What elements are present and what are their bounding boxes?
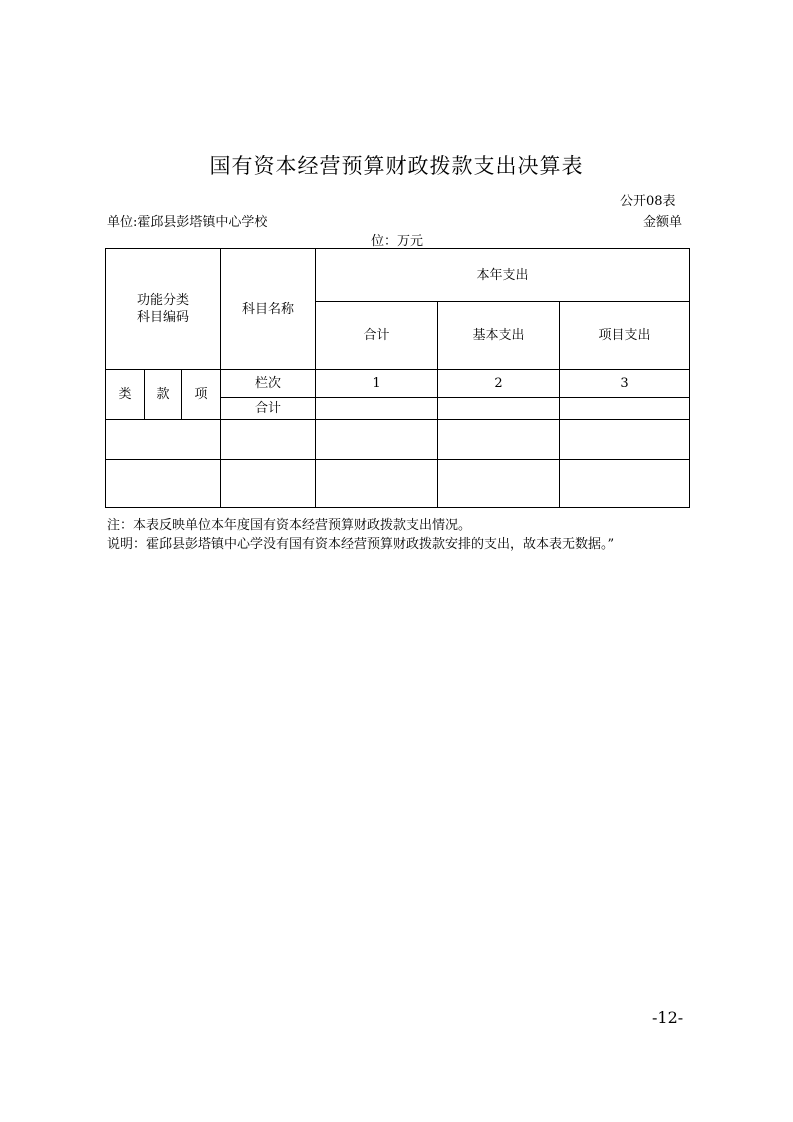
lanci-value-2: 2 — [438, 370, 560, 398]
header-total: 合计 — [316, 302, 438, 370]
table-row — [106, 460, 690, 508]
empty-cell — [560, 460, 690, 508]
total-cell-basic — [438, 398, 560, 420]
empty-cell — [316, 460, 438, 508]
header-func-class — [106, 249, 221, 370]
header-subject-name: 科目名称 — [221, 249, 316, 370]
empty-cell — [221, 460, 316, 508]
page-title: 国有资本经营预算财政拨款支出决算表 — [209, 154, 584, 178]
row-total-label: 合计 — [221, 398, 316, 420]
header-lei: 类 — [106, 370, 145, 420]
page-number: -12- — [652, 1008, 684, 1027]
header-basic-expense: 基本支出 — [438, 302, 560, 370]
empty-cell — [316, 420, 438, 460]
empty-cell — [106, 420, 221, 460]
amount-unit-part2: 位：万元 — [371, 234, 424, 249]
empty-cell — [221, 420, 316, 460]
lanci-value-3: 3 — [560, 370, 690, 398]
empty-cell — [438, 420, 560, 460]
form-code: 公开08表 — [620, 194, 676, 209]
func-class-line2: 科目编码 — [136, 310, 189, 325]
empty-cell — [106, 460, 221, 508]
header-xiang: 项 — [182, 370, 221, 420]
table-row — [106, 420, 690, 460]
empty-cell — [438, 460, 560, 508]
amount-unit-part1: 金额单 — [643, 215, 683, 230]
func-class-line1: 功能分类 — [136, 293, 189, 308]
empty-cell — [560, 420, 690, 460]
header-kuan: 款 — [145, 370, 182, 420]
note-2: 说明：霍邱县彭塔镇中心学没有国有资本经营预算财政拨款安排的支出，故本表无数据。” — [107, 537, 615, 552]
header-project-expense: 项目支出 — [560, 302, 690, 370]
total-cell-project — [560, 398, 690, 420]
header-current-year-expense: 本年支出 — [316, 249, 690, 302]
note-1: 注：本表反映单位本年度国有资本经营预算财政拨款支出情况。 — [107, 518, 472, 533]
total-cell-sum — [316, 398, 438, 420]
row-lanci-label: 栏次 — [221, 370, 316, 398]
unit-label: 单位:霍邱县彭塔镇中心学校 — [107, 215, 268, 230]
lanci-value-1: 1 — [316, 370, 438, 398]
expense-table — [105, 248, 690, 508]
